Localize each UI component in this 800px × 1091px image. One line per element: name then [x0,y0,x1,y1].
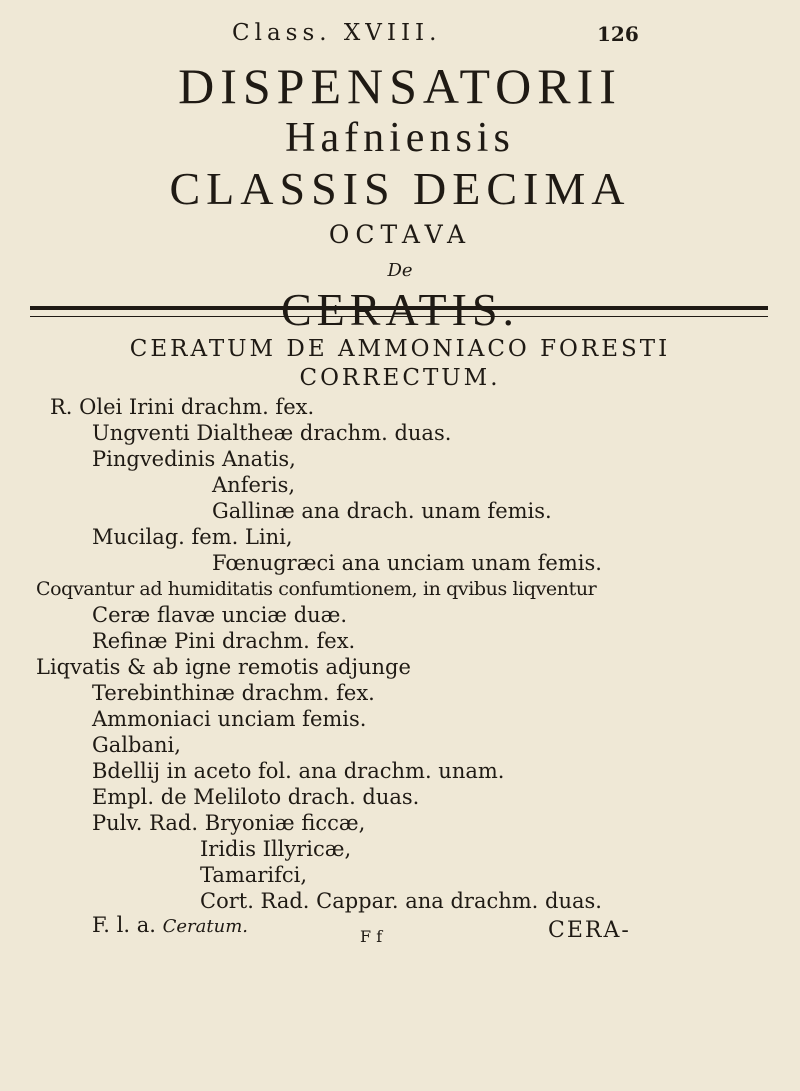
recipe-closing [92,912,248,940]
title-line-3: CLASSIS DECIMA [169,163,631,214]
page-number: 126 [597,22,639,46]
catchword: CERA- [548,918,631,943]
recipe-line: Pulv. Rad. Bryoniæ ficcæ, [92,811,366,835]
recipe-line: Ammoniaci unciam femis. [92,707,367,731]
title-block [0,58,800,336]
recipe-line: Gallinæ ana drach. unam femis. [212,499,552,523]
recipe-line: Iridis Illyricæ, [200,837,352,861]
title-line-1: DISPENSATORII [178,58,622,114]
running-header [0,18,800,48]
recipe-line: Fœnugræci ana unciam unam femis. [212,551,602,575]
recipe-title [0,334,800,392]
recipe-line: Pingvedinis Anatis, [92,447,296,471]
recipe-line: Mucilag. fem. Lini, [92,525,293,549]
recipe-title-line-2: CORRECTUM. [299,365,501,391]
title-line-5: De [387,260,413,281]
recipe-line: Galbani, [92,733,181,757]
recipe-title-line-1: CERATUM DE AMMONIACO FORESTI [129,336,671,362]
recipe-line: Ceræ flavæ unciæ duæ. [92,603,348,627]
closing-word: Ceratum. [162,916,248,937]
recipe-line: F. l. a. [92,913,156,937]
recipe-line: Anferis, [212,473,296,497]
recipe-line: Coqvantur ad humiditatis confumtionem, in qvibus liqventur [36,578,597,600]
recipe-line: Tamarifci, [200,863,308,887]
recipe-line: Empl. de Meliloto drach. duas. [92,785,420,809]
divider-rule [30,306,768,317]
recipe-line: Liqvatis & ab igne remotis adjunge [36,655,411,679]
recipe-line: Ungventi Dialtheæ drachm. duas. [92,421,452,445]
title-line-4: OCTAVA [328,220,472,249]
title-line-2: Hafniensis [285,115,515,161]
recipe-line: Terebinthinæ drachm. fex. [92,681,375,705]
title-line-6: CERATIS. [280,284,520,335]
recipe-line: Cort. Rad. Cappar. ana drachm. duas. [200,889,602,913]
recipe-line: Refinæ Pini drachm. fex. [92,629,356,653]
recipe-line: Bdellij in aceto fol. ana drachm. unam. [92,759,505,783]
running-head: Class. XVIII. [232,20,442,46]
recipe-line: R. Olei Irini drachm. fex. [50,395,315,419]
signature-mark: F f [360,927,383,946]
